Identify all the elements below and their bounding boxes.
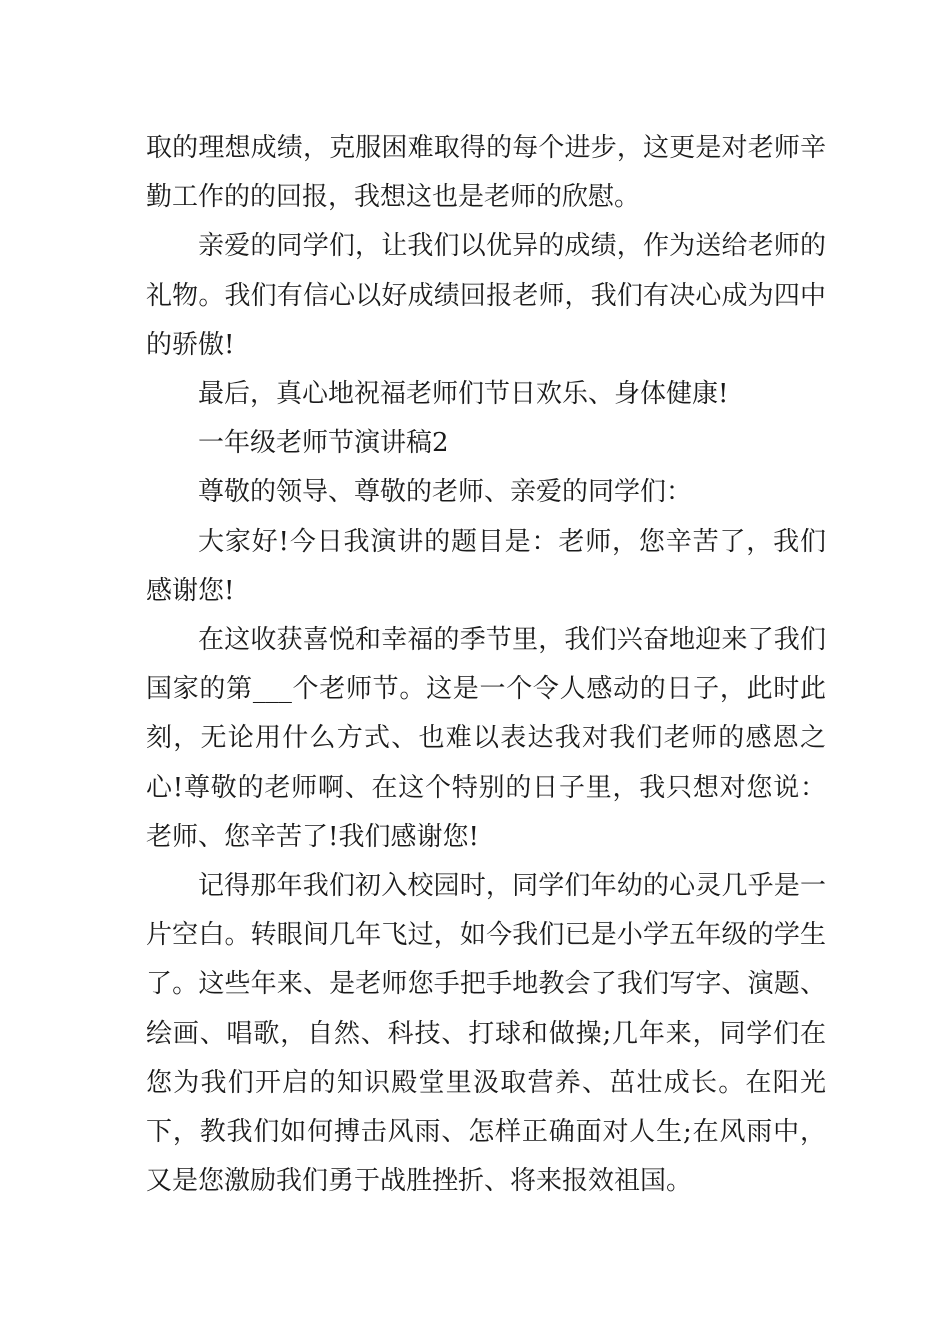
paragraph: 取的理想成绩，克服困难取得的每个进步，这更是对老师辛勤工作的的回报，我想这也是老师的欣慰。 — [146, 133, 826, 213]
paragraph: 在这收获喜悦和幸福的季节里，我们兴奋地迎来了我们国家的第___个老师节。这是一个令人感动的日子，此时此刻，无论用什么方式、也难以表达我对我们老师的感恩之心!尊敬的老师啊、在这个特别的日子里，我只想对您说：老师、您辛苦了!我们感谢您! — [146, 625, 826, 852]
salutation: 尊敬的领导、尊敬的老师、亲爱的同学们： — [198, 477, 693, 508]
paragraph: 亲爱的同学们，让我们以优异的成绩，作为送给老师的礼物。我们有信心以好成绩回报老师，我们有决心成为四中的骄傲! — [146, 231, 826, 360]
section-heading: 一年级老师节演讲稿2 — [198, 428, 449, 459]
paragraph: 最后，真心地祝福老师们节日欢乐、身体健康! — [198, 379, 729, 410]
paragraph: 大家好!今日我演讲的题目是：老师，您辛苦了，我们感谢您! — [146, 526, 826, 606]
paragraph: 记得那年我们初入校园时，同学们年幼的心灵几乎是一片空白。转眼间几年飞过，如今我们已是小学五年级的学生了。这些年来、是老师您手把手地教会了我们写字、演题、绘画、唱歌，自然、科技、打球和做操;几年来，同学们在您为我们开启的知识殿堂里汲取营养、茁壮成长。在阳光下，教我们如何搏击风雨、怎样正确面对人生;在风雨中，又是您激励我们勇于战胜挫折、将来报效祖国。 — [146, 871, 826, 1197]
document-body — [146, 124, 826, 1206]
